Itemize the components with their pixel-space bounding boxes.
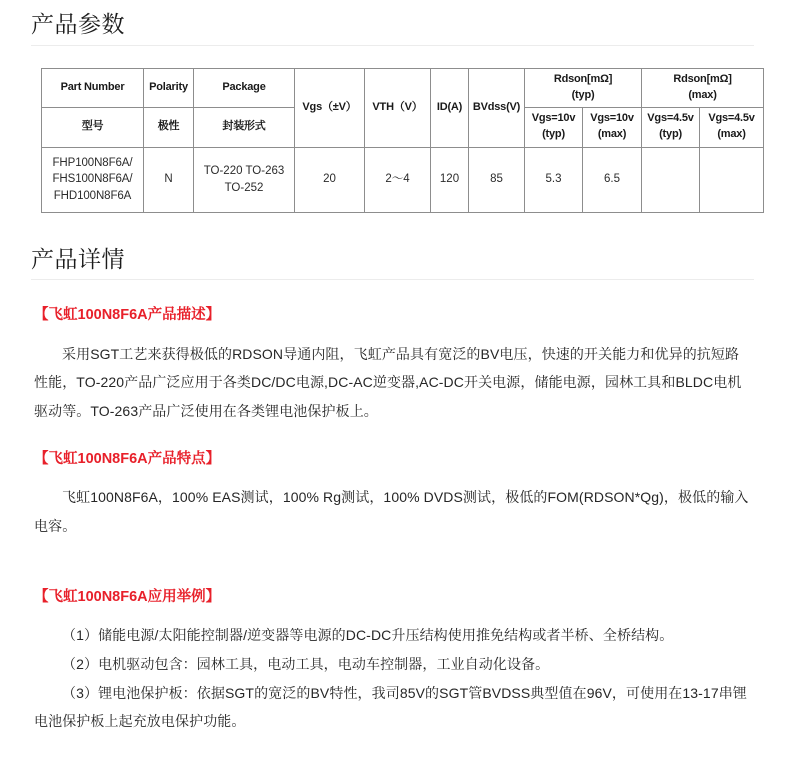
product-applications-title: 【飞虹100N8F6A应用举例】 xyxy=(34,589,221,606)
th-vgs-45v-max xyxy=(700,107,764,147)
details-section-header xyxy=(0,235,785,281)
th-rdson-max-line1: Rdson[mΩ] xyxy=(673,72,732,85)
th-rdson-max xyxy=(642,68,764,107)
spacer-before-applications xyxy=(34,540,751,586)
cell-rdson-typ-10v: 5.3 xyxy=(525,147,583,212)
cell-rdson-typ-45v xyxy=(642,147,700,212)
th-rdson-max-line2: (max) xyxy=(688,88,717,101)
cell-rdson-max-45v xyxy=(700,147,764,212)
th-vgs-10v-typ xyxy=(525,107,583,147)
spacer-before-features xyxy=(34,426,751,448)
th-part-number-cn: 型号 xyxy=(42,107,144,147)
spacer-before-desc xyxy=(34,280,751,304)
cell-bvdss: 85 xyxy=(469,147,525,212)
cell-vth: 2～4 xyxy=(365,147,431,212)
cell-id: 120 xyxy=(431,147,469,212)
application-item-3: （3）锂电池保护板：依据SGT的宽泛的BV特性，我司85V的SGT管BVDSS典型值在96V，可使用在13-17串锂电池保护板上起充放电保护功能。 xyxy=(34,684,747,730)
th-polarity: Polarity xyxy=(144,68,194,107)
product-description-title: 【飞虹100N8F6A产品描述】 xyxy=(34,307,221,324)
cell-vgs: 20 xyxy=(295,147,365,212)
application-item-1: （1）储能电源/太阳能控制器/逆变器等电源的DC-DC升压结构使用推免结构或者半桥、全桥结构。 xyxy=(62,627,674,644)
th-package-cn: 封装形式 xyxy=(194,107,295,147)
th-rdson-typ xyxy=(525,68,642,107)
product-parameter-table xyxy=(41,68,764,213)
th-vgs-10v-typ-line2: (typ) xyxy=(542,128,565,141)
th-vgs-45v-typ-line2: (typ) xyxy=(659,128,682,141)
package-line-2: TO-252 xyxy=(224,181,264,194)
part-number-line-1: FHP100N8F6A/ xyxy=(52,156,133,169)
th-vgs: Vgs（±V） xyxy=(295,68,365,147)
th-vgs-45v-typ xyxy=(642,107,700,147)
product-features-text: 飞虹100N8F6A，100% EAS测试，100% Rg测试，100% DVDS测试，极低的FOM(RDSON*Qg)，极低的输入电容。 xyxy=(34,488,749,534)
th-package: Package xyxy=(194,68,295,107)
th-vgs-10v-max-line1: Vgs=10v xyxy=(590,112,634,125)
spacer-desc-title xyxy=(34,328,751,340)
spacer-after-table xyxy=(0,213,785,235)
th-rdson-typ-line1: Rdson[mΩ] xyxy=(553,72,613,85)
th-rdson-typ-line2: (typ) xyxy=(571,88,595,101)
spacer-app-title xyxy=(34,609,751,621)
cell-package xyxy=(194,147,295,212)
product-features-block xyxy=(34,448,751,541)
table-row xyxy=(42,147,764,212)
page-title-details: 产品详情 xyxy=(31,245,125,272)
th-part-number: Part Number xyxy=(42,68,144,107)
th-polarity-cn: 极性 xyxy=(144,107,194,147)
product-description-text: 采用SGT工艺来获得极低的RDSON导通内阻，飞虹产品具有宽泛的BV电压，快速的开关能力和优异的抗短路性能，TO-220产品广泛应用于各类DC/DC电源,DC-AC逆变器,AC-DC开关电源，储能电源，园林工具和BLDC电机驱动等。TO-263产品广泛使用在各类锂电池保护板上。 xyxy=(34,345,742,419)
params-section-header xyxy=(0,0,785,46)
cell-rdson-max-10v: 6.5 xyxy=(583,147,642,212)
th-vgs-10v-max xyxy=(583,107,642,147)
th-id: ID(A) xyxy=(431,68,469,147)
package-line-1: TO-220 TO-263 xyxy=(203,164,285,177)
cell-polarity: N xyxy=(144,147,194,212)
product-features-title: 【飞虹100N8F6A产品特点】 xyxy=(34,450,221,467)
product-description-block xyxy=(34,304,751,425)
table-header-row-1 xyxy=(42,68,764,107)
th-vth: VTH（V） xyxy=(365,68,431,147)
th-vgs-10v-max-line2: (max) xyxy=(597,128,627,141)
details-body xyxy=(0,280,785,736)
th-vgs-45v-max-line2: (max) xyxy=(717,128,746,141)
param-table-container xyxy=(0,46,785,213)
cell-part-number xyxy=(42,147,144,212)
th-vgs-45v-max-line1: Vgs=4.5v xyxy=(708,112,755,125)
part-number-line-2: FHS100N8F6A/ xyxy=(52,173,133,186)
product-applications-block xyxy=(34,586,751,736)
th-vgs-10v-typ-line1: Vgs=10v xyxy=(531,112,576,125)
th-bvdss: BVdss(V) xyxy=(469,68,525,147)
application-item-2: （2）电机驱动包含：园林工具，电动工具，电动车控制器，工业自动化设备。 xyxy=(62,656,550,673)
page-title-params: 产品参数 xyxy=(31,11,125,37)
th-vgs-45v-typ-line1: Vgs=4.5v xyxy=(647,112,694,125)
spacer-feature-title xyxy=(34,471,751,483)
part-number-line-3: FHD100N8F6A xyxy=(53,189,132,202)
